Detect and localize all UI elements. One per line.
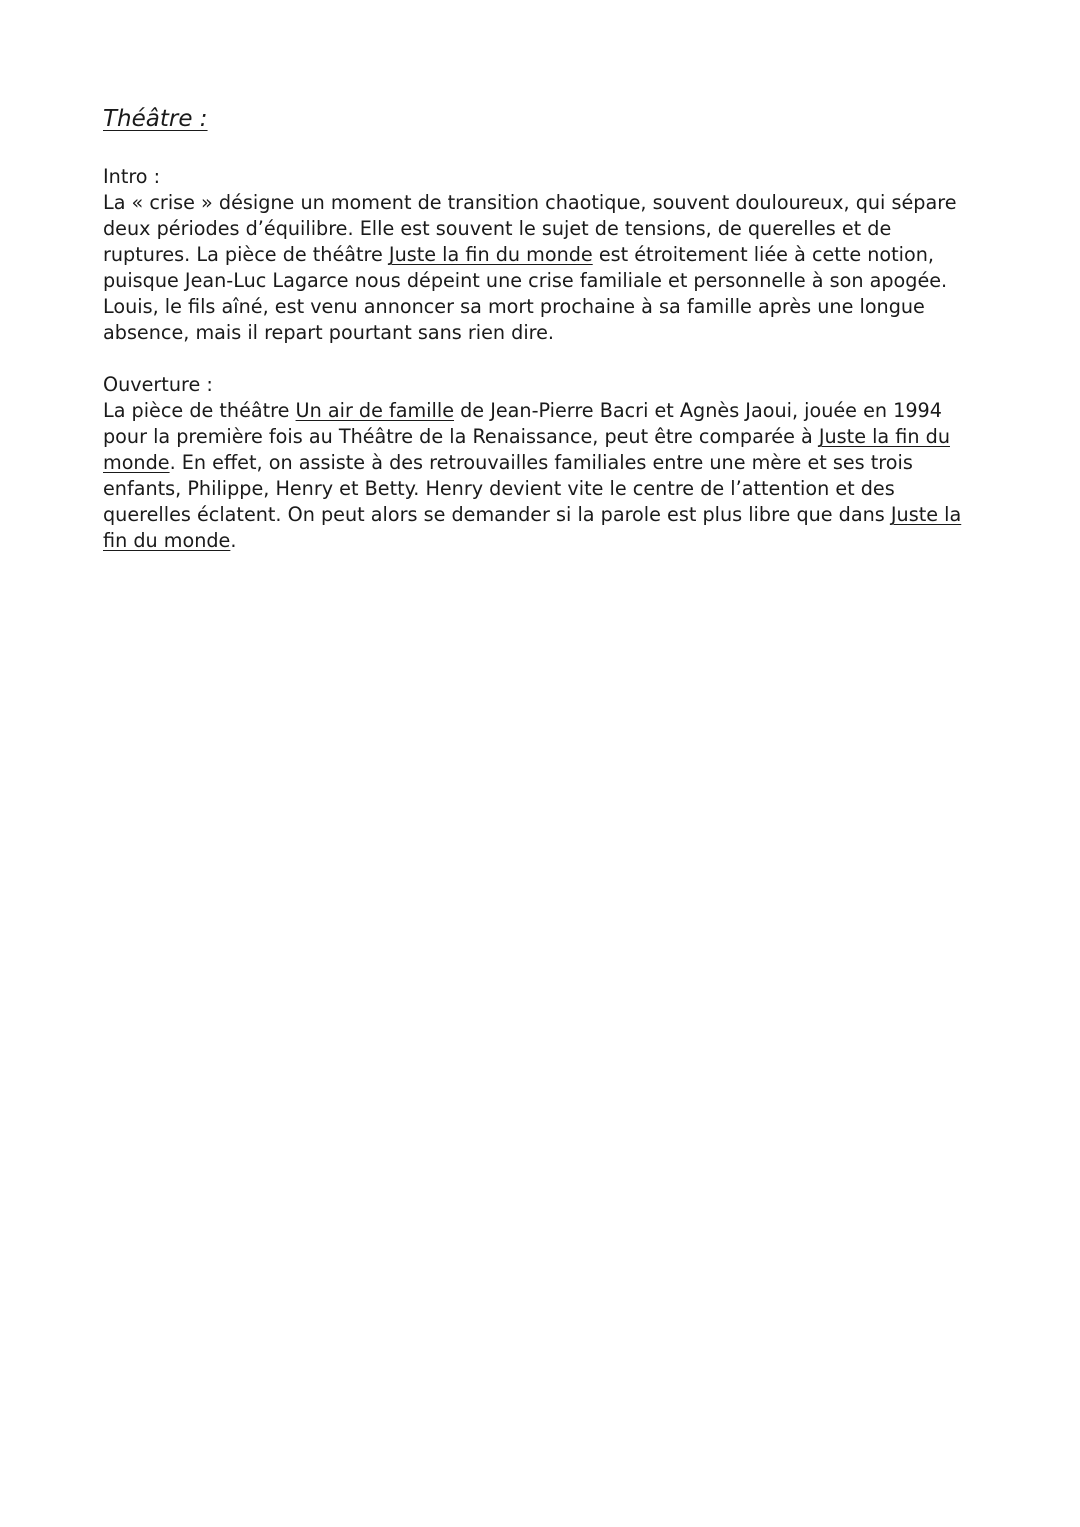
intro-text: est étroitement liée à cette notion, puisque Jean-Luc Lagarce nous dépeint une crise familiale et personnelle à son apogée. Louis, le fils aîné, est venu annoncer sa mort prochaine à sa famille après une longue absence, mais il repart pourtant sans rien dire. [103, 243, 948, 344]
ouverture-text: La pièce de théâtre [103, 399, 296, 422]
ouverture-label: Ouverture : [103, 373, 213, 396]
work-title-juste-la-fin-du-monde: Juste la fin du monde [388, 243, 593, 266]
ouverture-text: de Jean-Pierre Bacri et Agnès Jaoui, jouée en 1994 pour la première fois au Théâtre de la Renaissance, peut être comparée à [103, 399, 942, 448]
ouverture-text: . [230, 529, 237, 552]
ouverture-text: . En effet, on assiste à des retrouvailles familiales entre une mère et ses trois enfants, Philippe, Henry et Betty. Henry devient vite le centre de l’attention et des querelles éclatent. On peut alors se demander si la parole est plus libre que dans [103, 451, 913, 526]
intro-label: Intro : [103, 165, 161, 188]
work-title-juste-la-fin-du-monde: Juste la fin du monde [103, 503, 962, 552]
ouverture-paragraph [103, 398, 983, 554]
work-title-un-air-de-famille: Un air de famille [295, 399, 455, 422]
work-title-juste-la-fin-du-monde: Juste la fin du monde [103, 425, 950, 474]
intro-section [103, 164, 983, 346]
intro-paragraph [103, 190, 983, 346]
document-page [103, 100, 983, 580]
intro-text: La « crise » désigne un moment de transition chaotique, souvent douloureux, qui sépare deux périodes d’équilibre. Elle est souvent le sujet de tensions, de querelles et de ruptures. La pièce de théâtre [103, 191, 957, 266]
document-title: Théâtre : [103, 106, 208, 132]
ouverture-section [103, 372, 983, 554]
